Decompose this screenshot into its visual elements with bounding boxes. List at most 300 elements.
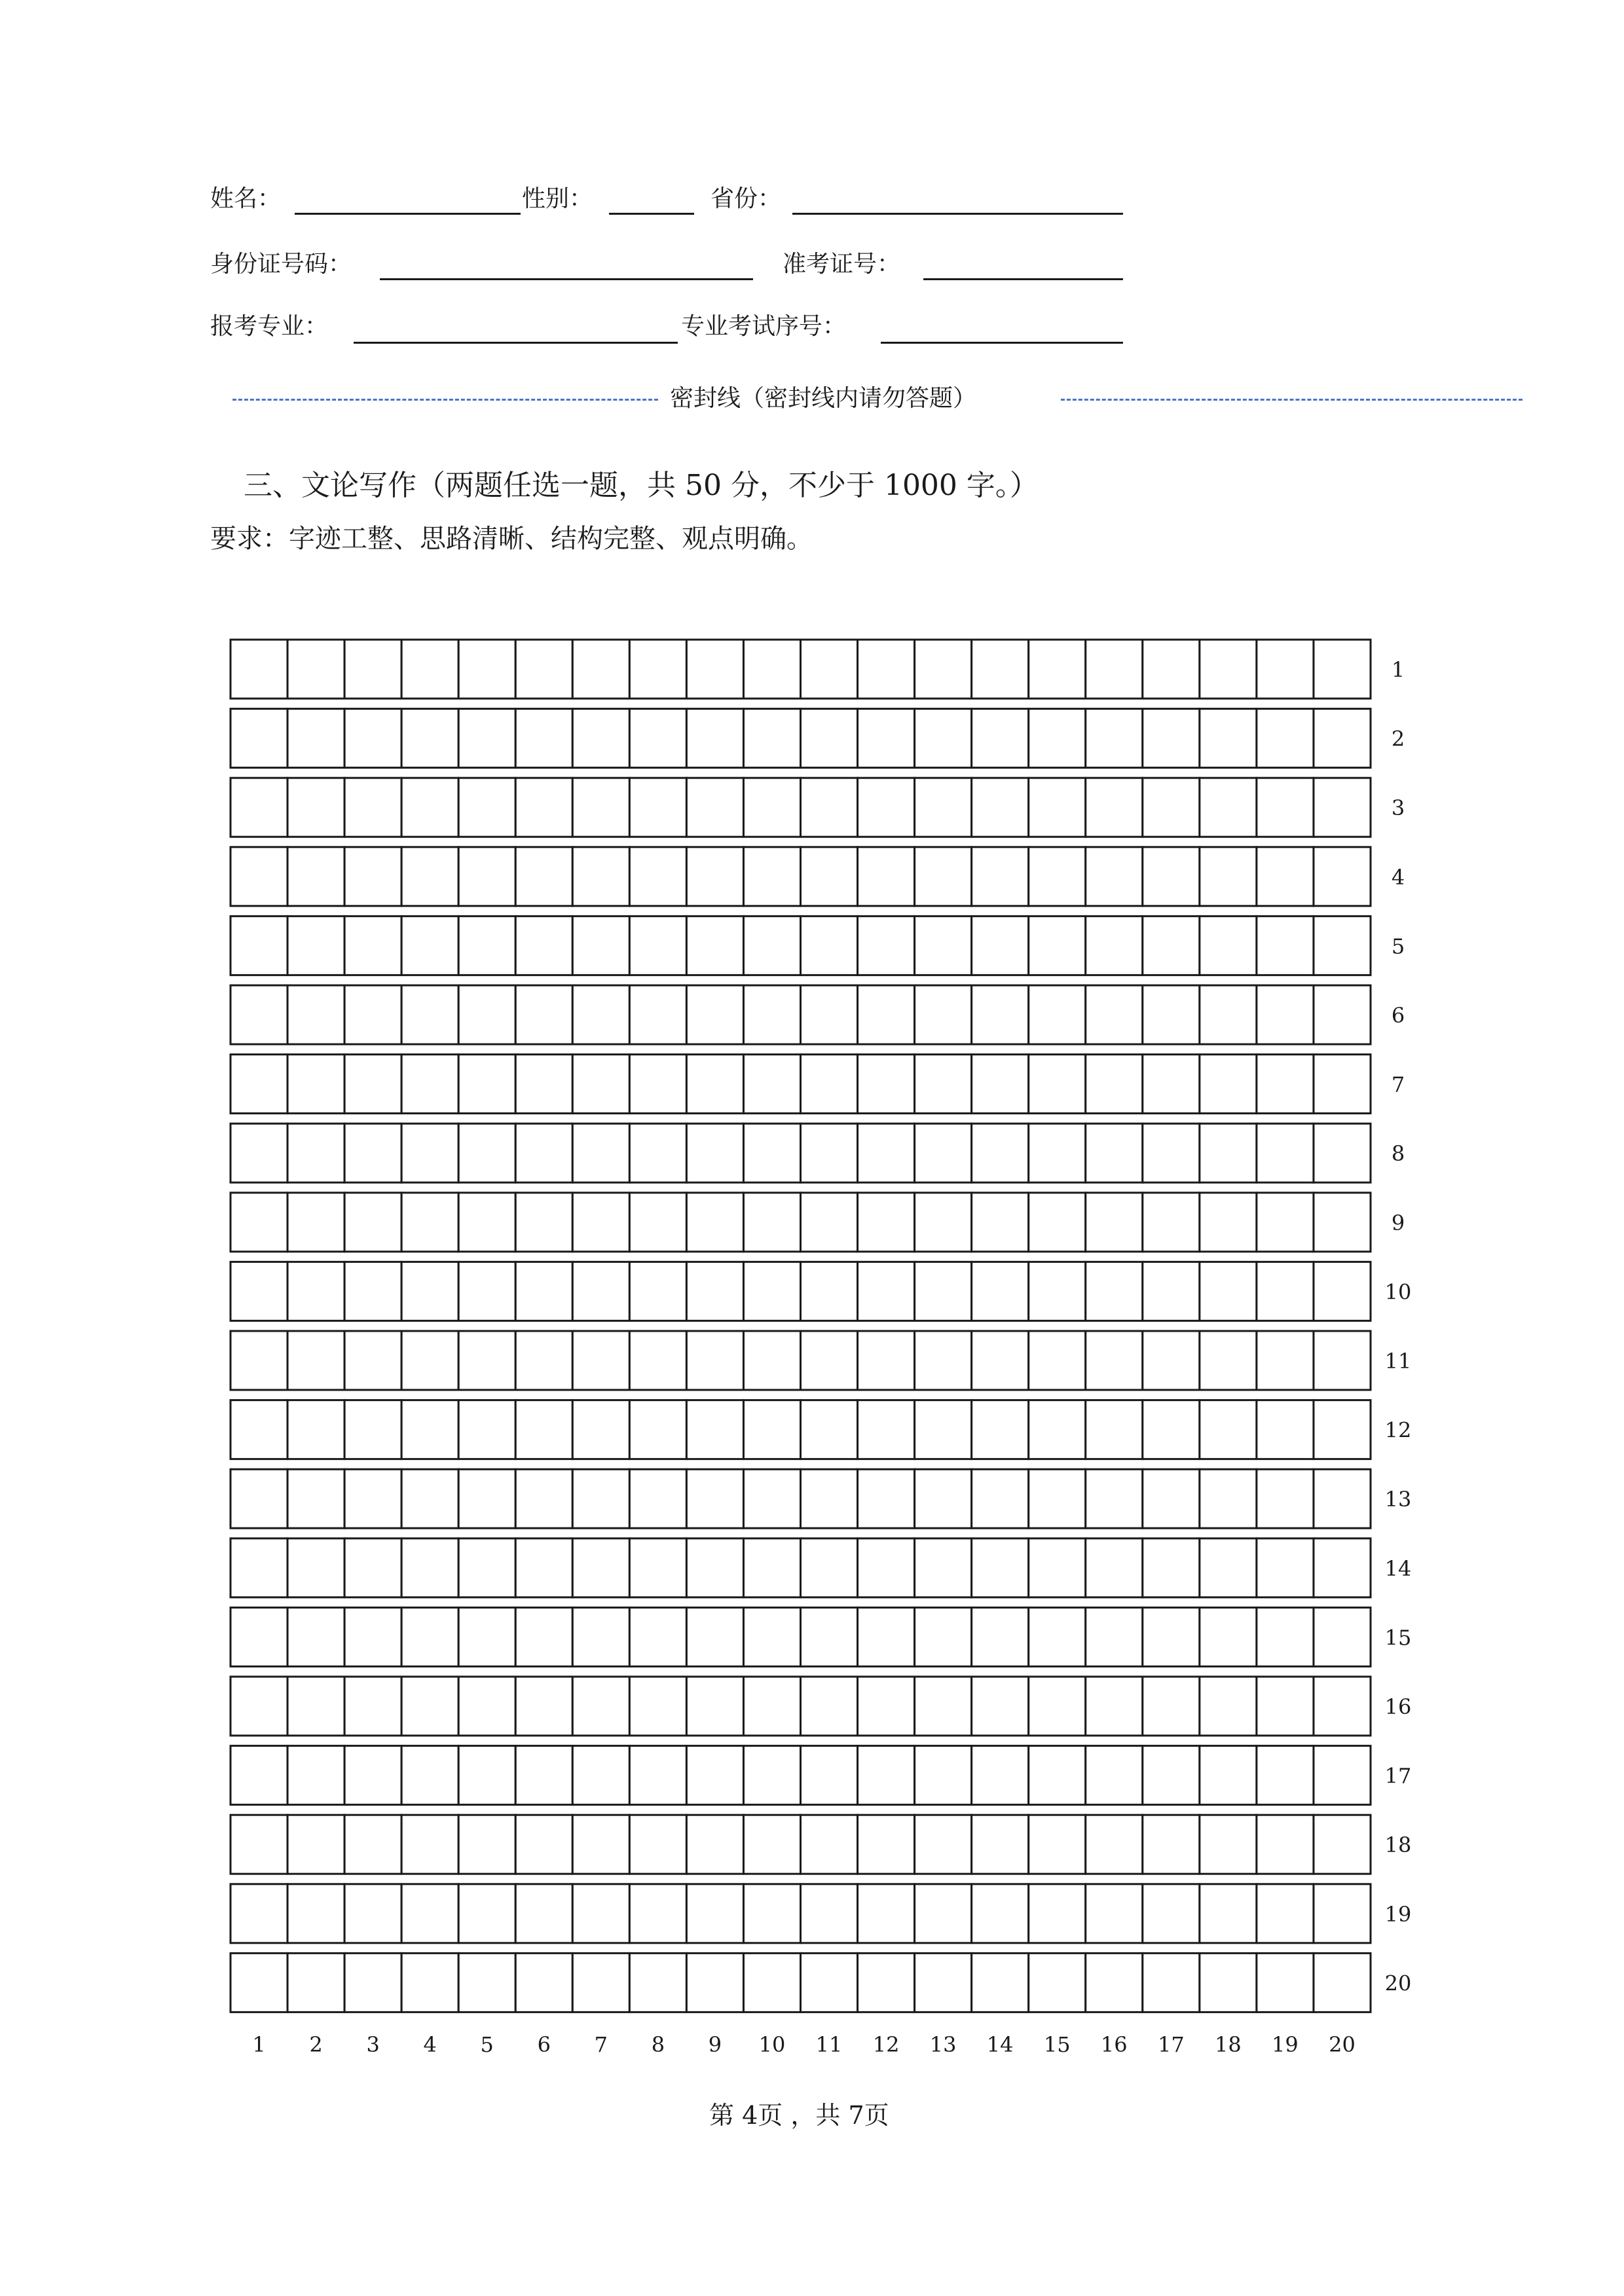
grid-cell[interactable] [972,1331,1029,1390]
grid-cell[interactable] [1314,1953,1371,2012]
grid-cell[interactable] [1257,985,1314,1044]
grid-cell[interactable] [231,1953,287,2012]
grid-cell[interactable] [915,640,972,699]
grid-cell[interactable] [458,1193,515,1252]
grid-cell[interactable] [572,1123,629,1182]
grid-cell[interactable] [458,1607,515,1666]
grid-cell[interactable] [344,1193,401,1252]
grid-cell[interactable] [686,1262,743,1321]
grid-cell[interactable] [858,1815,915,1874]
grid-cell[interactable] [231,1746,287,1805]
grid-cell[interactable] [743,778,800,837]
grid-cell[interactable] [1200,1055,1257,1114]
grid-cell[interactable] [287,1193,344,1252]
grid-cell[interactable] [458,709,515,768]
grid-cell[interactable] [401,1123,458,1182]
grid-cell[interactable] [287,1815,344,1874]
grid-cell[interactable] [1257,1055,1314,1114]
grid-cell[interactable] [972,1055,1029,1114]
grid-cell[interactable] [1314,709,1371,768]
grid-cell[interactable] [743,709,800,768]
grid-cell[interactable] [858,640,915,699]
grid-cell[interactable] [1200,709,1257,768]
grid-cell[interactable] [1200,1123,1257,1182]
grid-cell[interactable] [915,1123,972,1182]
grid-cell[interactable] [858,916,915,975]
grid-cell[interactable] [629,1262,686,1321]
grid-cell[interactable] [801,847,858,906]
grid-cell[interactable] [972,985,1029,1044]
grid-cell[interactable] [1143,1400,1200,1459]
grid-cell[interactable] [401,1539,458,1597]
grid-cell[interactable] [1029,1123,1086,1182]
grid-cell[interactable] [231,1607,287,1666]
grid-cell[interactable] [801,1953,858,2012]
grid-cell[interactable] [1029,1677,1086,1736]
grid-cell[interactable] [1314,1123,1371,1182]
grid-cell[interactable] [858,1469,915,1528]
grid-cell[interactable] [1314,916,1371,975]
grid-cell[interactable] [858,1746,915,1805]
grid-cell[interactable] [344,640,401,699]
grid-cell[interactable] [572,1746,629,1805]
grid-cell[interactable] [572,640,629,699]
grid-cell[interactable] [1029,916,1086,975]
grid-cell[interactable] [1143,1331,1200,1390]
grid-cell[interactable] [401,1884,458,1943]
grid-cell[interactable] [344,1884,401,1943]
grid-cell[interactable] [686,985,743,1044]
grid-cell[interactable] [858,1331,915,1390]
grid-cell[interactable] [1314,1262,1371,1321]
grid-cell[interactable] [458,1815,515,1874]
grid-cell[interactable] [572,1884,629,1943]
grid-cell[interactable] [515,1123,572,1182]
grid-cell[interactable] [686,1815,743,1874]
grid-cell[interactable] [515,1055,572,1114]
grid-cell[interactable] [1314,1469,1371,1528]
grid-cell[interactable] [1257,1469,1314,1528]
grid-cell[interactable] [972,1469,1029,1528]
grid-cell[interactable] [1086,1123,1143,1182]
grid-cell[interactable] [287,1746,344,1805]
grid-cell[interactable] [629,847,686,906]
grid-cell[interactable] [572,1469,629,1528]
grid-cell[interactable] [801,985,858,1044]
grid-cell[interactable] [629,709,686,768]
grid-cell[interactable] [287,1331,344,1390]
grid-cell[interactable] [231,1193,287,1252]
grid-cell[interactable] [629,916,686,975]
grid-cell[interactable] [515,1262,572,1321]
grid-cell[interactable] [287,1262,344,1321]
grid-cell[interactable] [1257,1331,1314,1390]
grid-cell[interactable] [686,1607,743,1666]
grid-cell[interactable] [858,1193,915,1252]
grid-cell[interactable] [915,1884,972,1943]
grid-cell[interactable] [287,709,344,768]
grid-cell[interactable] [801,1193,858,1252]
grid-cell[interactable] [686,778,743,837]
grid-cell[interactable] [629,1193,686,1252]
grid-cell[interactable] [1257,916,1314,975]
grid-cell[interactable] [1200,778,1257,837]
grid-cell[interactable] [401,985,458,1044]
grid-cell[interactable] [858,1123,915,1182]
grid-cell[interactable] [287,1677,344,1736]
grid-cell[interactable] [572,1400,629,1459]
grid-cell[interactable] [858,778,915,837]
grid-cell[interactable] [743,1055,800,1114]
ticket-number-field[interactable] [923,278,1123,280]
grid-cell[interactable] [1257,1400,1314,1459]
grid-cell[interactable] [401,1055,458,1114]
grid-cell[interactable] [915,1469,972,1528]
grid-cell[interactable] [572,778,629,837]
grid-cell[interactable] [1200,1815,1257,1874]
grid-cell[interactable] [572,709,629,768]
grid-cell[interactable] [287,1400,344,1459]
grid-cell[interactable] [743,1469,800,1528]
grid-cell[interactable] [915,1331,972,1390]
grid-cell[interactable] [515,778,572,837]
grid-cell[interactable] [1143,709,1200,768]
grid-cell[interactable] [1314,1055,1371,1114]
grid-cell[interactable] [344,1953,401,2012]
grid-cell[interactable] [231,916,287,975]
grid-cell[interactable] [1029,847,1086,906]
grid-cell[interactable] [915,709,972,768]
grid-cell[interactable] [1143,1262,1200,1321]
grid-cell[interactable] [458,1746,515,1805]
grid-cell[interactable] [801,1884,858,1943]
grid-cell[interactable] [1086,1677,1143,1736]
grid-cell[interactable] [401,1746,458,1805]
grid-cell[interactable] [287,640,344,699]
grid-cell[interactable] [1143,1607,1200,1666]
grid-cell[interactable] [458,916,515,975]
exam-seq-field[interactable] [881,342,1123,344]
grid-cell[interactable] [915,1400,972,1459]
grid-cell[interactable] [1314,1331,1371,1390]
grid-cell[interactable] [401,1400,458,1459]
grid-cell[interactable] [1086,1193,1143,1252]
grid-cell[interactable] [1143,916,1200,975]
grid-cell[interactable] [458,1400,515,1459]
grid-cell[interactable] [1086,1262,1143,1321]
grid-cell[interactable] [1143,985,1200,1044]
grid-cell[interactable] [401,916,458,975]
grid-cell[interactable] [458,1123,515,1182]
grid-cell[interactable] [515,1469,572,1528]
grid-cell[interactable] [231,1815,287,1874]
grid-cell[interactable] [1257,1953,1314,2012]
grid-cell[interactable] [1200,1331,1257,1390]
grid-cell[interactable] [287,916,344,975]
grid-cell[interactable] [344,847,401,906]
grid-cell[interactable] [743,1607,800,1666]
grid-cell[interactable] [1257,709,1314,768]
grid-cell[interactable] [287,778,344,837]
grid-cell[interactable] [344,1469,401,1528]
grid-cell[interactable] [858,1953,915,2012]
grid-cell[interactable] [1314,640,1371,699]
grid-cell[interactable] [1257,1677,1314,1736]
grid-cell[interactable] [915,1055,972,1114]
grid-cell[interactable] [515,640,572,699]
grid-cell[interactable] [344,1123,401,1182]
grid-cell[interactable] [972,1400,1029,1459]
name-field[interactable] [295,213,521,215]
grid-cell[interactable] [1143,1469,1200,1528]
grid-cell[interactable] [515,1677,572,1736]
grid-cell[interactable] [572,1539,629,1597]
grid-cell[interactable] [858,1677,915,1736]
grid-cell[interactable] [515,1884,572,1943]
grid-cell[interactable] [686,709,743,768]
grid-cell[interactable] [743,1815,800,1874]
grid-cell[interactable] [287,1055,344,1114]
grid-cell[interactable] [231,847,287,906]
grid-cell[interactable] [1029,1607,1086,1666]
grid-cell[interactable] [686,1677,743,1736]
grid-cell[interactable] [231,1539,287,1597]
grid-cell[interactable] [515,1815,572,1874]
grid-cell[interactable] [1314,1607,1371,1666]
grid-cell[interactable] [1314,1815,1371,1874]
grid-cell[interactable] [629,1331,686,1390]
grid-cell[interactable] [344,1055,401,1114]
grid-cell[interactable] [915,1607,972,1666]
grid-cell[interactable] [629,1607,686,1666]
grid-cell[interactable] [629,1884,686,1943]
grid-cell[interactable] [858,1055,915,1114]
grid-cell[interactable] [1314,1193,1371,1252]
grid-cell[interactable] [515,916,572,975]
grid-cell[interactable] [1200,1400,1257,1459]
grid-cell[interactable] [1086,709,1143,768]
grid-cell[interactable] [231,1400,287,1459]
grid-cell[interactable] [1314,1884,1371,1943]
grid-cell[interactable] [743,1884,800,1943]
grid-cell[interactable] [972,640,1029,699]
grid-cell[interactable] [972,1607,1029,1666]
grid-cell[interactable] [1029,1539,1086,1597]
grid-cell[interactable] [1200,847,1257,906]
grid-cell[interactable] [1143,1677,1200,1736]
grid-cell[interactable] [858,1262,915,1321]
grid-cell[interactable] [1200,1677,1257,1736]
grid-cell[interactable] [401,1815,458,1874]
grid-cell[interactable] [743,640,800,699]
grid-cell[interactable] [915,985,972,1044]
grid-cell[interactable] [231,985,287,1044]
grid-cell[interactable] [629,1677,686,1736]
grid-cell[interactable] [915,778,972,837]
grid-cell[interactable] [401,847,458,906]
grid-cell[interactable] [572,1953,629,2012]
grid-cell[interactable] [287,1123,344,1182]
grid-cell[interactable] [1200,1262,1257,1321]
grid-cell[interactable] [515,1746,572,1805]
grid-cell[interactable] [801,1400,858,1459]
grid-cell[interactable] [1200,1953,1257,2012]
grid-cell[interactable] [231,1677,287,1736]
grid-cell[interactable] [1314,1539,1371,1597]
grid-cell[interactable] [1257,1884,1314,1943]
grid-cell[interactable] [458,778,515,837]
grid-cell[interactable] [231,709,287,768]
grid-cell[interactable] [344,1607,401,1666]
grid-cell[interactable] [1029,1953,1086,2012]
grid-cell[interactable] [915,1677,972,1736]
grid-cell[interactable] [287,1469,344,1528]
grid-cell[interactable] [1143,640,1200,699]
grid-cell[interactable] [801,1746,858,1805]
grid-cell[interactable] [1086,1469,1143,1528]
grid-cell[interactable] [743,1953,800,2012]
grid-cell[interactable] [1257,1607,1314,1666]
grid-cell[interactable] [686,1193,743,1252]
grid-cell[interactable] [231,1055,287,1114]
grid-cell[interactable] [1314,1746,1371,1805]
grid-cell[interactable] [287,985,344,1044]
grid-cell[interactable] [972,1193,1029,1252]
grid-cell[interactable] [686,1400,743,1459]
grid-cell[interactable] [344,1815,401,1874]
grid-cell[interactable] [231,1123,287,1182]
grid-cell[interactable] [686,847,743,906]
grid-cell[interactable] [572,1193,629,1252]
grid-cell[interactable] [1029,1746,1086,1805]
grid-cell[interactable] [801,640,858,699]
grid-cell[interactable] [401,1607,458,1666]
grid-cell[interactable] [515,709,572,768]
grid-cell[interactable] [1086,778,1143,837]
grid-cell[interactable] [231,1884,287,1943]
grid-cell[interactable] [858,1607,915,1666]
grid-cell[interactable] [1086,1746,1143,1805]
grid-cell[interactable] [401,1262,458,1321]
grid-cell[interactable] [458,1884,515,1943]
grid-cell[interactable] [915,1815,972,1874]
grid-cell[interactable] [1143,778,1200,837]
grid-cell[interactable] [629,1953,686,2012]
grid-cell[interactable] [1200,985,1257,1044]
grid-cell[interactable] [287,1884,344,1943]
grid-cell[interactable] [1029,1055,1086,1114]
grid-cell[interactable] [629,1469,686,1528]
grid-cell[interactable] [915,916,972,975]
grid-cell[interactable] [231,640,287,699]
grid-cell[interactable] [1143,1193,1200,1252]
grid-cell[interactable] [801,1539,858,1597]
grid-cell[interactable] [972,916,1029,975]
grid-cell[interactable] [1029,1193,1086,1252]
grid-cell[interactable] [686,916,743,975]
grid-cell[interactable] [801,1469,858,1528]
grid-cell[interactable] [401,1953,458,2012]
grid-cell[interactable] [686,1469,743,1528]
grid-cell[interactable] [1314,985,1371,1044]
grid-cell[interactable] [344,1539,401,1597]
grid-cell[interactable] [515,985,572,1044]
grid-cell[interactable] [858,1539,915,1597]
grid-cell[interactable] [344,916,401,975]
grid-cell[interactable] [801,1262,858,1321]
grid-cell[interactable] [629,778,686,837]
grid-cell[interactable] [1086,1953,1143,2012]
grid-cell[interactable] [231,1331,287,1390]
grid-cell[interactable] [458,1262,515,1321]
grid-cell[interactable] [1086,1884,1143,1943]
grid-cell[interactable] [801,1331,858,1390]
grid-cell[interactable] [1257,1262,1314,1321]
grid-cell[interactable] [344,1677,401,1736]
grid-cell[interactable] [972,778,1029,837]
grid-cell[interactable] [572,847,629,906]
grid-cell[interactable] [1143,1815,1200,1874]
grid-cell[interactable] [629,1746,686,1805]
grid-cell[interactable] [1314,778,1371,837]
grid-cell[interactable] [686,1123,743,1182]
grid-cell[interactable] [1200,1539,1257,1597]
grid-cell[interactable] [858,709,915,768]
grid-cell[interactable] [1086,916,1143,975]
grid-cell[interactable] [1086,1331,1143,1390]
grid-cell[interactable] [915,1953,972,2012]
grid-cell[interactable] [572,1815,629,1874]
grid-cell[interactable] [972,709,1029,768]
grid-cell[interactable] [572,1055,629,1114]
grid-cell[interactable] [858,1884,915,1943]
grid-cell[interactable] [743,1400,800,1459]
grid-cell[interactable] [515,1400,572,1459]
grid-cell[interactable] [629,1539,686,1597]
grid-cell[interactable] [1257,640,1314,699]
grid-cell[interactable] [915,1746,972,1805]
grid-cell[interactable] [801,778,858,837]
grid-cell[interactable] [972,1884,1029,1943]
grid-cell[interactable] [743,1262,800,1321]
grid-cell[interactable] [1143,1539,1200,1597]
grid-cell[interactable] [572,1677,629,1736]
grid-cell[interactable] [515,1193,572,1252]
grid-cell[interactable] [401,1193,458,1252]
grid-cell[interactable] [344,1262,401,1321]
grid-cell[interactable] [1257,1123,1314,1182]
grid-cell[interactable] [686,1331,743,1390]
grid-cell[interactable] [1200,1193,1257,1252]
grid-cell[interactable] [1029,709,1086,768]
grid-cell[interactable] [515,1607,572,1666]
grid-cell[interactable] [458,847,515,906]
province-field[interactable] [792,213,1123,215]
grid-cell[interactable] [743,916,800,975]
grid-cell[interactable] [1143,1884,1200,1943]
grid-cell[interactable] [1029,778,1086,837]
grid-cell[interactable] [458,1055,515,1114]
grid-cell[interactable] [401,640,458,699]
grid-cell[interactable] [1143,1746,1200,1805]
grid-cell[interactable] [1086,985,1143,1044]
grid-cell[interactable] [1029,1400,1086,1459]
grid-cell[interactable] [1029,640,1086,699]
grid-cell[interactable] [915,1262,972,1321]
grid-cell[interactable] [1086,1400,1143,1459]
grid-cell[interactable] [801,1815,858,1874]
grid-cell[interactable] [515,847,572,906]
